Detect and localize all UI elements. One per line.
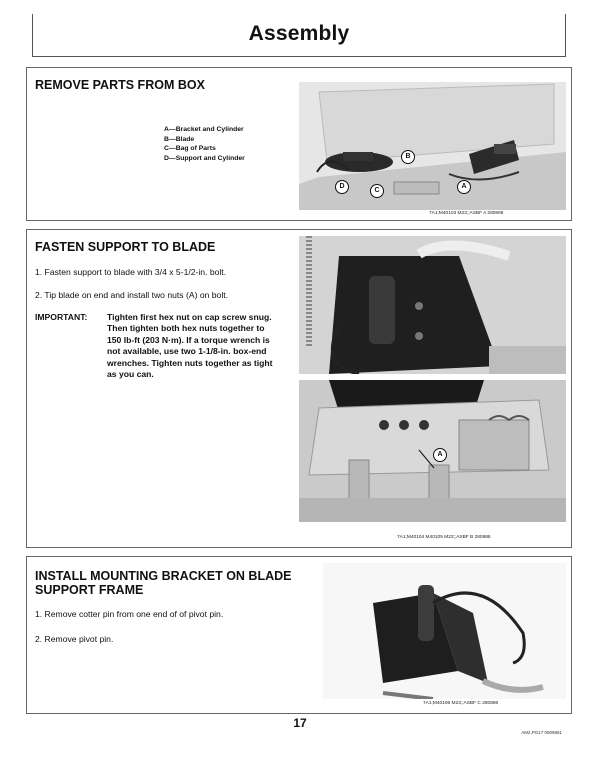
important-note <box>107 312 292 380</box>
important-line: as you can. <box>107 369 154 380</box>
section-remove-parts <box>26 67 572 221</box>
photo-caption: 7A1;M40103 M23;;ASBF A 280886 <box>429 211 504 216</box>
legend-item: B—Blade <box>164 135 195 143</box>
support-photo-top <box>299 236 566 374</box>
parts-legend <box>164 125 245 163</box>
step-1: 1. Remove cotter pin from one end of of pivot pin. <box>35 609 224 619</box>
legend-item: C—Bag of Parts <box>164 145 216 153</box>
step-2: 2. Tip blade on end and install two nuts (A) on bolt. <box>35 290 229 300</box>
page-title-box <box>32 14 566 57</box>
legend-item: A—Bracket and Cylinder <box>164 126 244 133</box>
parts-photo <box>299 82 566 210</box>
section-install-bracket <box>26 556 572 714</box>
callout-a: A <box>433 448 447 462</box>
important-line: 150 lb-ft (203 N·m). If a torque wrench is <box>107 334 270 345</box>
important-label: IMPORTANT: <box>35 312 88 322</box>
callout-a: A <box>457 180 471 194</box>
page-number: 17 <box>293 716 307 730</box>
section-fasten-support <box>26 229 572 548</box>
support-photo-bottom <box>299 380 566 522</box>
callout-d: D <box>335 180 349 194</box>
photo-caption: 7A1;M40104 M40105 M23;;ASBF B 280886 <box>397 535 491 540</box>
heading-line: INSTALL MOUNTING BRACKET ON BLADE <box>35 569 292 583</box>
important-line: Then tighten both hex nuts together to <box>107 323 265 334</box>
callout-b: B <box>401 150 415 164</box>
heading-line: SUPPORT FRAME <box>35 583 144 597</box>
photo-caption: 7A1;M40106 M23;;ASBF C 280886 <box>423 701 499 706</box>
important-line: Tighten first hex nut on cap screw snug. <box>107 312 272 322</box>
section-heading: REMOVE PARTS FROM BOX <box>35 78 205 92</box>
page-title: Assembly <box>248 22 350 45</box>
step-2: 2. Remove pivot pin. <box>35 634 114 644</box>
important-line: not available, use two 1-1/8-in. box-end <box>107 346 267 357</box>
section-heading: FASTEN SUPPORT TO BLADE <box>35 240 216 254</box>
step-1: 1. Fasten support to blade with 3/4 x 5-1/2-in. bolt. <box>35 267 227 277</box>
bracket-photo <box>323 563 566 699</box>
section-heading <box>35 569 291 597</box>
page-code: AM2,PG17 0909861 <box>521 730 562 735</box>
important-line: wrenches. Tighten nuts together as tight <box>107 357 273 368</box>
legend-item: D—Support and Cylinder <box>164 154 245 162</box>
callout-c: C <box>370 184 384 198</box>
